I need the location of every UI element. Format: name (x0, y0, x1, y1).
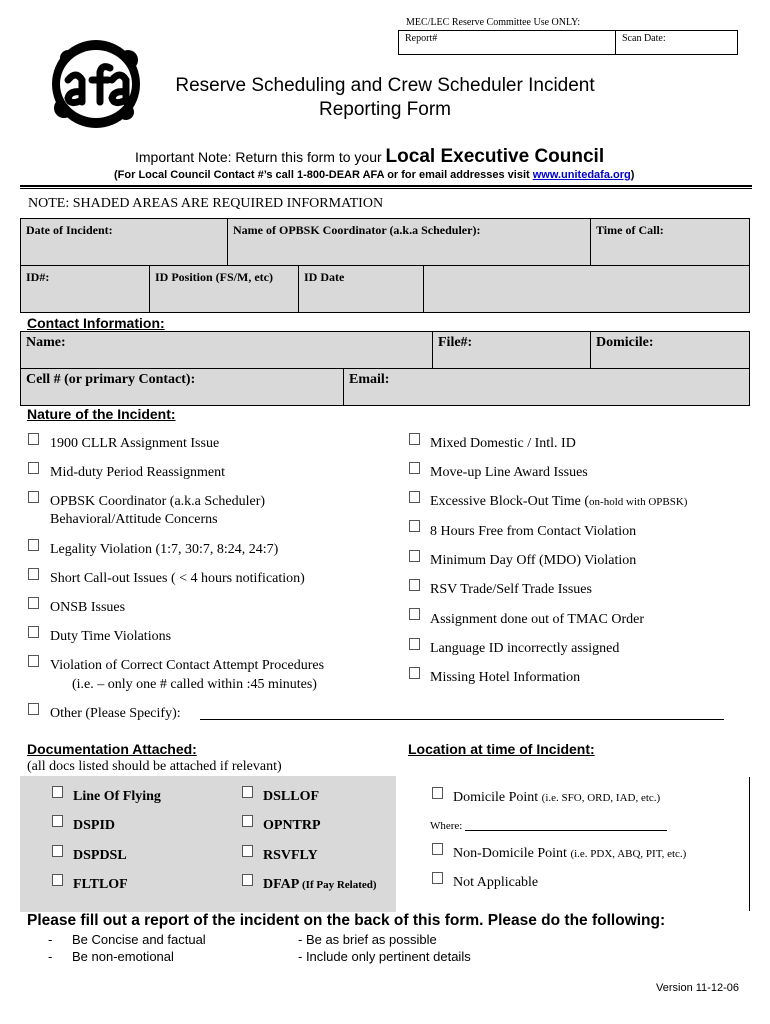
option-mid-duty: Mid-duty Period Reassignment (50, 465, 225, 480)
location-domicile-point (453, 789, 660, 807)
coordinator-name-field[interactable] (227, 218, 591, 266)
option-tmac: Assignment done out of TMAC Order (430, 612, 644, 627)
contact-note-prefix: (For Local Council Contact #’s call 1-800-DEAR AFA or for email addresses visit (114, 169, 533, 181)
time-of-call-field[interactable] (590, 218, 750, 266)
cell-contact-field[interactable] (20, 368, 344, 406)
option-8-hours: 8 Hours Free from Contact Violation (430, 524, 637, 539)
option-duty-time: Duty Time Violations (50, 629, 172, 644)
doc-dfap (263, 876, 377, 894)
contact-note-suffix: ) (630, 169, 635, 181)
checkbox-cllr[interactable] (28, 433, 39, 445)
option-other-label: Other (Please Specify): (50, 706, 181, 721)
location-non-domicile-point-label: Non-Domicile Point (453, 846, 567, 861)
checkbox-hotel[interactable] (409, 667, 420, 679)
email-label: Email: (349, 372, 390, 387)
file-number-field[interactable] (432, 331, 591, 369)
location-heading: Location at time of Incident: (408, 741, 595, 757)
important-note (135, 146, 604, 168)
option-language-id: Language ID incorrectly assigned (430, 641, 620, 656)
instruction-bullet-2: - (48, 949, 53, 964)
documentation-heading: Documentation Attached: (27, 741, 197, 757)
coordinator-name-label: Name of OPBSK Coordinator (a.k.a Scheduler): (233, 223, 481, 237)
checkbox-language-id[interactable] (409, 638, 420, 650)
checkbox-8-hours[interactable] (409, 520, 420, 532)
checkbox-non-domicile-point[interactable] (432, 843, 443, 855)
checkbox-rsvfly[interactable] (242, 845, 253, 857)
location-where-label: Where: (430, 820, 463, 832)
checkbox-dspdsl[interactable] (52, 845, 63, 857)
instruction-left-2-text: Be non-emotional (72, 949, 174, 964)
checkbox-dspid[interactable] (52, 815, 63, 827)
checkbox-opntrp[interactable] (242, 815, 253, 827)
option-cllr: 1900 CLLR Assignment Issue (50, 436, 220, 451)
option-block-out-text: Excessive Block-Out Time ( (430, 494, 590, 509)
contact-note-link[interactable]: www.unitedafa.org (532, 169, 631, 181)
instruction-right-2: - Include only pertinent details (298, 949, 471, 964)
checkbox-mdo[interactable] (409, 550, 420, 562)
checkbox-line-of-flying[interactable] (52, 786, 63, 798)
location-divider (749, 777, 750, 911)
email-field[interactable] (343, 368, 750, 406)
id-position-label: ID Position (FS/M, etc) (155, 270, 273, 284)
doc-opntrp: OPNTRP (263, 818, 321, 833)
domicile-field[interactable] (590, 331, 750, 369)
option-onsb: ONSB Issues (50, 600, 126, 615)
afa-logo-icon (46, 36, 146, 136)
location-where-line[interactable] (465, 830, 667, 831)
option-contact-attempt: Violation of Correct Contact Attempt Procedures (50, 658, 325, 673)
nature-heading: Nature of the Incident: (27, 406, 176, 422)
afa-logo (46, 36, 146, 136)
admin-box-title: MEC/LEC Reserve Committee Use ONLY: (406, 17, 581, 28)
instruction-right-1: - Be as brief as possible (298, 932, 437, 947)
instruction-left-1-text: Be Concise and factual (72, 932, 206, 947)
instruction-left-2 (48, 949, 174, 964)
cell-contact-label: Cell # (or primary Contact): (26, 372, 196, 387)
shaded-areas-note: NOTE: SHADED AREAS ARE REQUIRED INFORMATION (28, 196, 384, 211)
checkbox-coordinator-behavior[interactable] (28, 491, 39, 503)
option-block-out-note: on-hold with OPBSK) (589, 496, 688, 508)
checkbox-mid-duty[interactable] (28, 462, 39, 474)
domicile-label: Domicile: (596, 335, 654, 350)
checkbox-duty-time[interactable] (28, 626, 39, 638)
contact-name-field[interactable] (20, 331, 433, 369)
option-contact-attempt-detail: (i.e. – only one # called within :45 minutes) (72, 677, 317, 692)
file-number-label: File#: (438, 335, 473, 350)
id-number-label: ID#: (26, 270, 50, 284)
contact-note (114, 169, 634, 181)
location-domicile-point-label: Domicile Point (453, 790, 539, 805)
date-of-incident-label: Date of Incident: (26, 223, 113, 237)
time-of-call-label: Time of Call: (596, 223, 664, 237)
report-number-field[interactable] (398, 30, 616, 55)
id-position-field[interactable] (149, 265, 299, 313)
report-number-label: Report# (405, 33, 438, 44)
other-specify-line[interactable] (200, 719, 724, 720)
contact-name-label: Name: (26, 335, 66, 350)
date-of-incident-field[interactable] (20, 218, 228, 266)
doc-dfap-note: (If Pay Related) (302, 879, 377, 891)
option-legality: Legality Violation (1:7, 30:7, 8:24, 24:7) (50, 542, 279, 557)
instruction-bullet-1: - (48, 932, 53, 947)
checkbox-dfap[interactable] (242, 874, 253, 886)
checkbox-onsb[interactable] (28, 597, 39, 609)
checkbox-not-applicable[interactable] (432, 872, 443, 884)
row2-extra-field[interactable] (423, 265, 750, 313)
option-block-out (430, 493, 687, 511)
option-behavior: Behavioral/Attitude Concerns (50, 512, 218, 527)
option-hotel: Missing Hotel Information (430, 670, 581, 685)
location-domicile-point-examples: (i.e. SFO, ORD, IAD, etc.) (541, 792, 661, 804)
doc-dspid: DSPID (73, 818, 116, 833)
checkbox-contact-attempt[interactable] (28, 655, 39, 667)
option-short-callout: Short Call-out Issues ( < 4 hours notification) (50, 571, 305, 586)
checkbox-mixed-domestic[interactable] (409, 433, 420, 445)
instruction-left-1 (48, 932, 206, 947)
form-title (150, 74, 620, 122)
doc-dfap-label: DFAP (263, 877, 299, 892)
checkbox-tmac[interactable] (409, 608, 420, 620)
option-mixed-domestic: Mixed Domestic / Intl. ID (430, 436, 576, 451)
checkbox-rsv-trade[interactable] (409, 579, 420, 591)
location-non-domicile-point (453, 845, 686, 863)
version-label: Version 11-12-06 (656, 982, 739, 994)
instructions-heading: Please fill out a report of the incident on the back of this form. Please do the following: (27, 912, 666, 929)
option-rsv-trade: RSV Trade/Self Trade Issues (430, 582, 592, 597)
contact-info-heading: Contact Information: (27, 315, 165, 331)
admin-box (398, 16, 738, 56)
id-number-field[interactable] (20, 265, 150, 313)
checkbox-dsllof[interactable] (242, 786, 253, 798)
doc-dspdsl: DSPDSL (73, 848, 127, 863)
checkbox-other[interactable] (28, 703, 39, 715)
checkbox-move-up[interactable] (409, 462, 420, 474)
doc-line-of-flying: Line Of Flying (73, 789, 161, 804)
form-title-line1: Reserve Scheduling and Crew Scheduler Incident (175, 75, 595, 96)
doc-dsllof: DSLLOF (263, 789, 320, 804)
important-note-prefix: Important Note: Return this form to your (135, 149, 386, 165)
option-move-up: Move-up Line Award Issues (430, 465, 588, 480)
important-note-emphasis: Local Executive Council (385, 146, 605, 167)
scan-date-field[interactable] (615, 30, 738, 55)
checkbox-fltlof[interactable] (52, 874, 63, 886)
option-coordinator: OPBSK Coordinator (a.k.a Scheduler) (50, 494, 266, 509)
documentation-subnote: (all docs listed should be attached if relevant) (27, 759, 282, 774)
checkbox-domicile-point[interactable] (432, 787, 443, 799)
checkbox-short-callout[interactable] (28, 568, 39, 580)
doc-rsvfly: RSVFLY (263, 848, 318, 863)
doc-fltlof: FLTLOF (73, 877, 128, 892)
location-non-domicile-examples: (i.e. PDX, ABQ, PIT, etc.) (570, 848, 687, 860)
scan-date-label: Scan Date: (622, 33, 666, 44)
id-date-label: ID Date (304, 270, 345, 284)
option-mdo: Minimum Day Off (MDO) Violation (430, 553, 637, 568)
header-divider (20, 185, 752, 189)
checkbox-block-out[interactable] (409, 491, 420, 503)
form-title-line2: Reporting Form (319, 99, 451, 120)
checkbox-legality[interactable] (28, 539, 39, 551)
location-not-applicable: Not Applicable (453, 875, 539, 890)
id-date-field[interactable] (298, 265, 424, 313)
